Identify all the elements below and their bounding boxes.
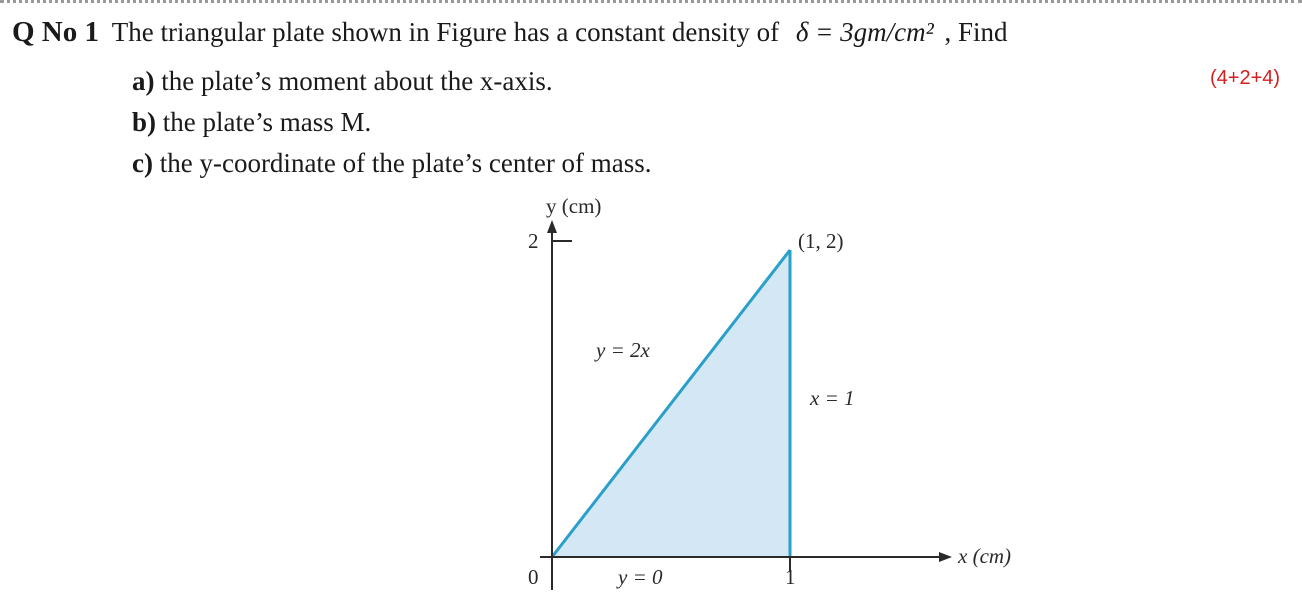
part-b-letter: b) (132, 107, 157, 137)
part-a-letter: a) (132, 66, 155, 96)
find-text: , Find (944, 17, 1008, 47)
density-expression: δ = 3gm/cm² (795, 17, 934, 47)
part-b-text: the plate’s mass M. (162, 107, 372, 137)
x-axis-label: x (cm) (958, 544, 1012, 568)
origin-label: 0 (528, 565, 539, 589)
vertex-label: (1, 2) (798, 229, 844, 253)
base-label: y = 0 (618, 565, 663, 589)
vertical-side-label: x = 1 (810, 386, 855, 410)
hypotenuse-label: y = 2x (596, 338, 650, 362)
marks-label: (4+2+4) (1210, 67, 1281, 89)
x-tick-label: 1 (785, 565, 796, 589)
question-number: Q No 1 (12, 16, 99, 48)
question-text: The triangular plate shown in Figure has a constant density of (111, 17, 780, 47)
x-axis-arrow-icon (939, 552, 952, 562)
y-axis-label: y (cm) (546, 194, 602, 218)
part-c-text: the y-coordinate of the plate’s center of mass. (159, 148, 652, 178)
part-c-letter: c) (132, 148, 153, 178)
part-a-text: the plate’s moment about the x-axis. (161, 66, 553, 96)
y-axis-arrow-icon (547, 220, 557, 233)
y-tick-label: 2 (528, 229, 539, 253)
